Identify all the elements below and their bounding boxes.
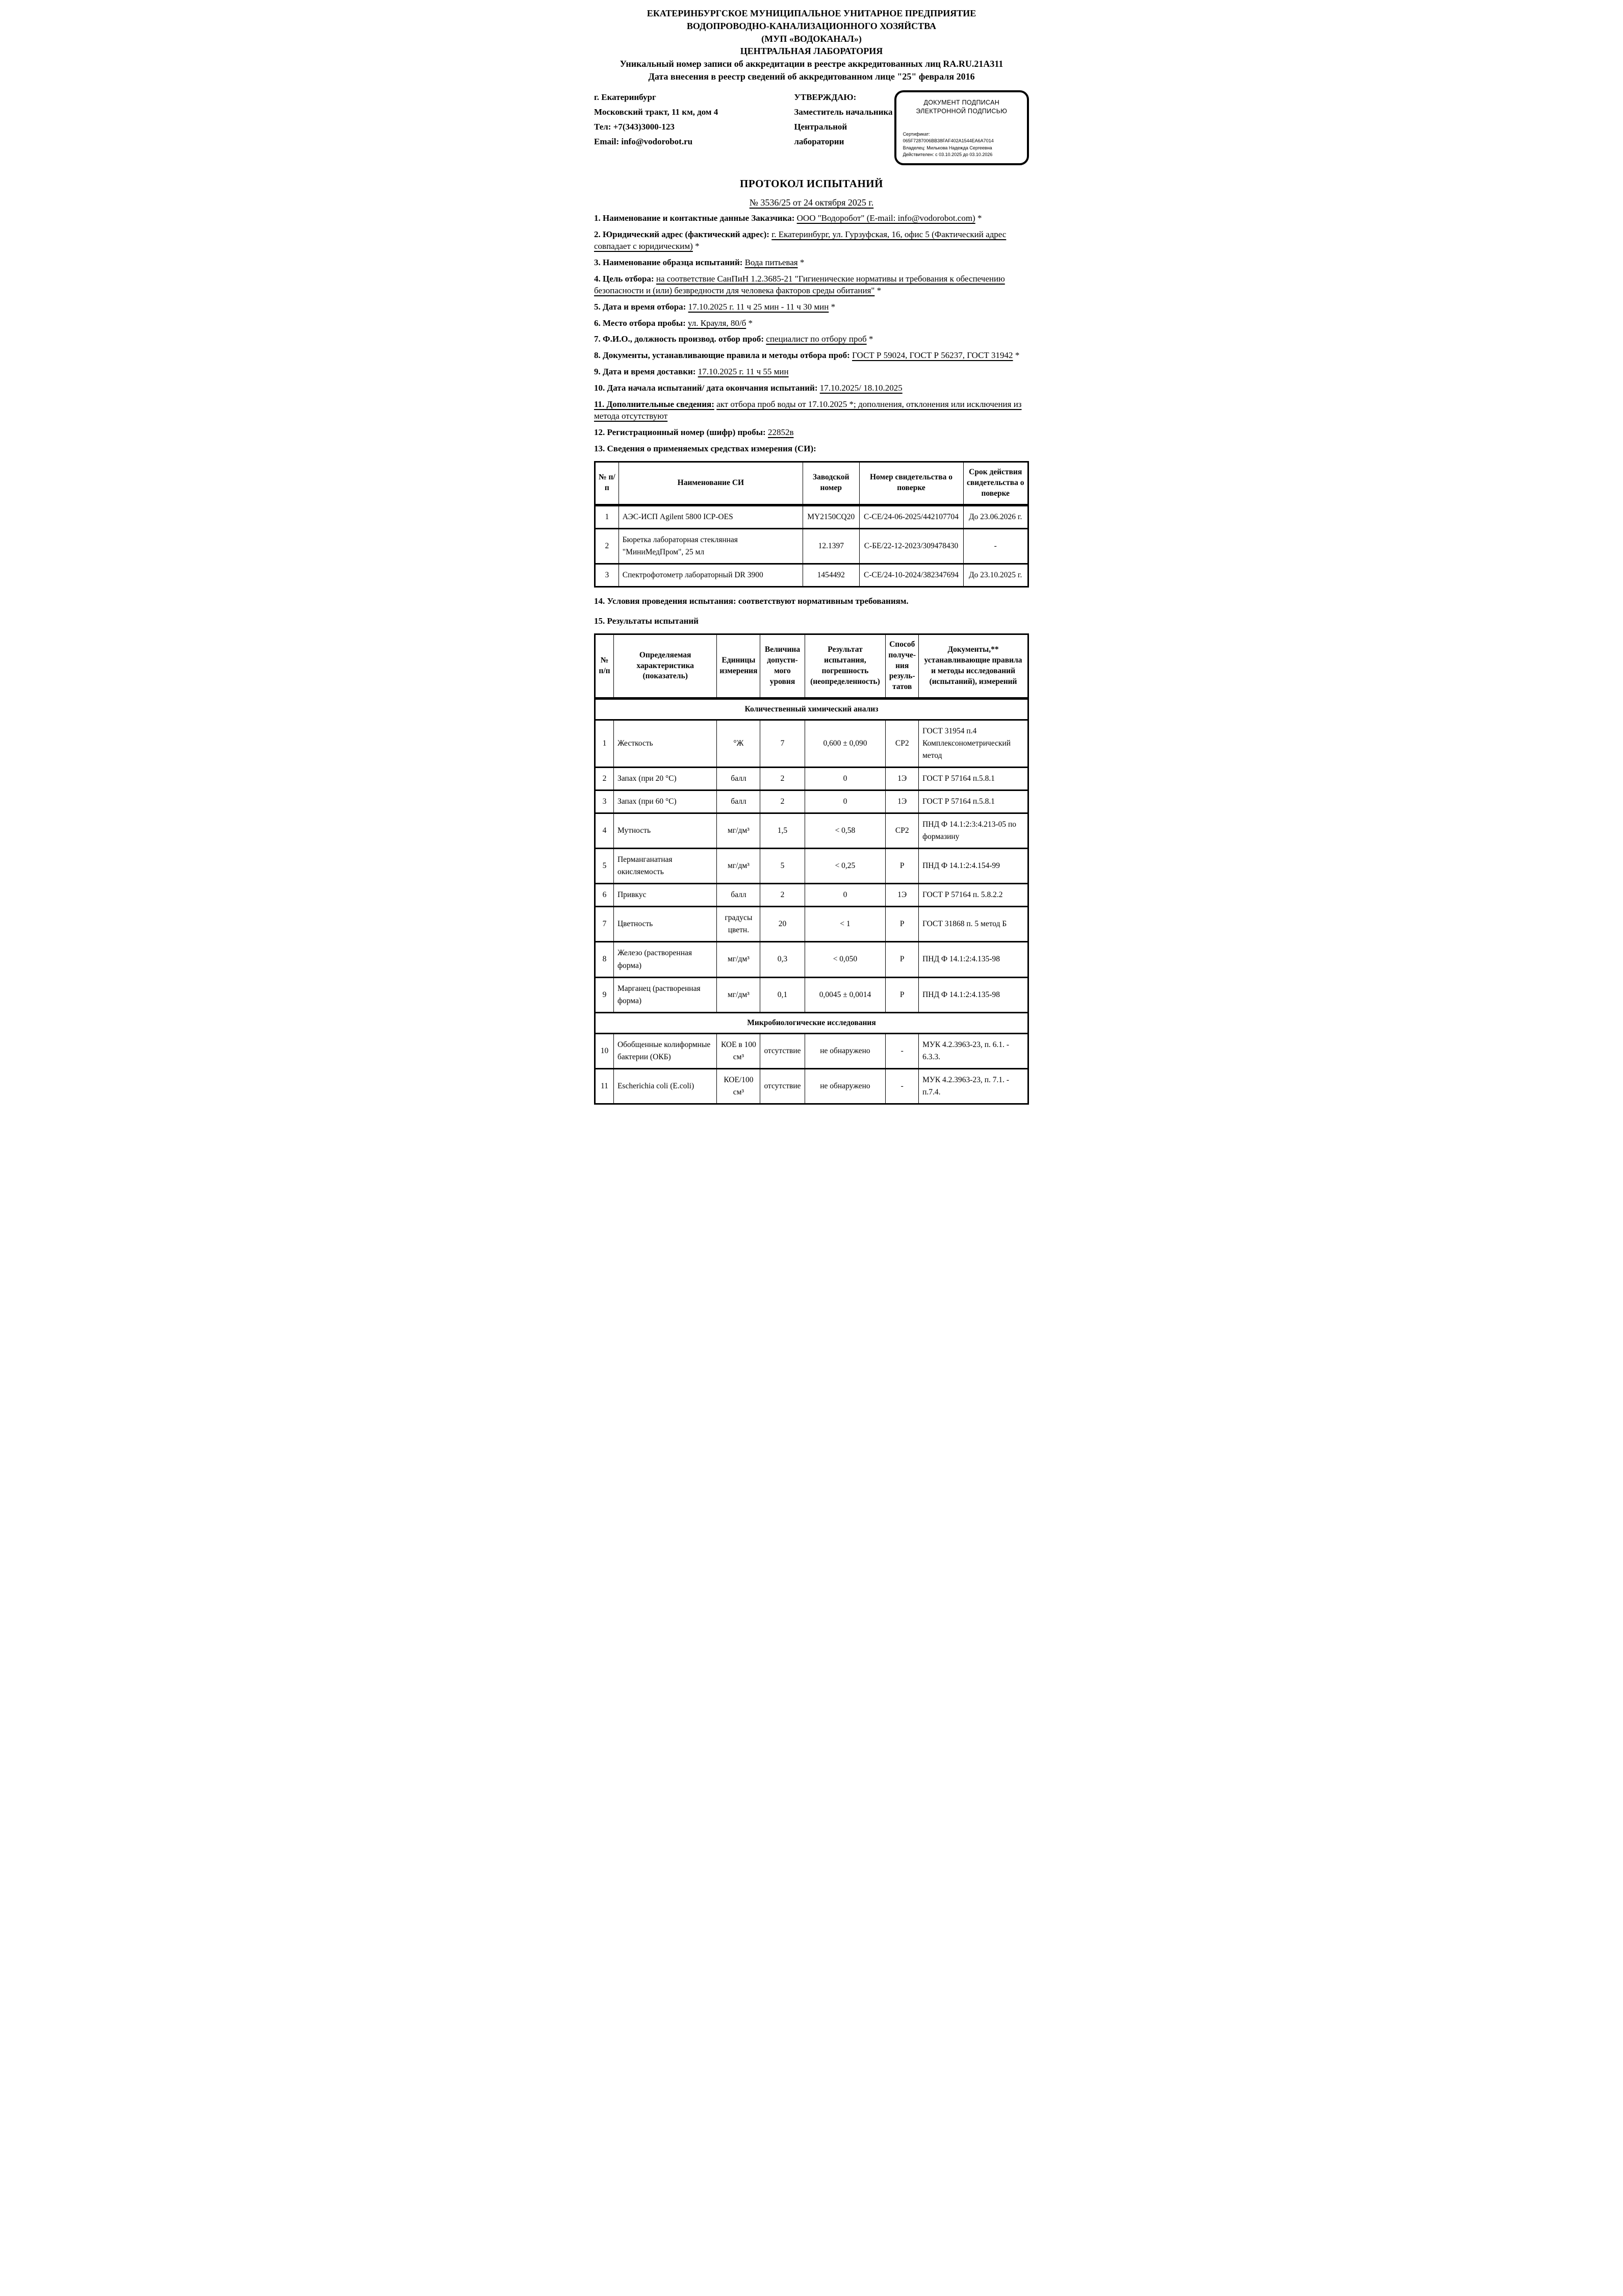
- si-header-row: [595, 462, 1028, 505]
- results-table-row: [595, 907, 1028, 942]
- stamp-wrap: [894, 90, 1029, 165]
- result-cell-num: 11: [595, 1068, 614, 1104]
- si-table: [594, 461, 1029, 588]
- result-cell-num: 5: [595, 849, 614, 884]
- results-table-row: [595, 720, 1028, 768]
- protocol-title: ПРОТОКОЛ ИСПЫТАНИЙ: [740, 177, 883, 190]
- si-cell: -: [963, 528, 1028, 564]
- item-8-star: *: [1013, 350, 1020, 361]
- item-12: [594, 427, 1029, 439]
- results-table-row: [595, 790, 1028, 813]
- lab-address: Московский тракт, 11 км, дом 4: [594, 107, 718, 117]
- result-cell-docs: ГОСТ 31868 п. 5 метод Б: [919, 907, 1028, 942]
- item-3-value: Вода питьевая: [744, 257, 798, 267]
- result-cell-unit: балл: [717, 884, 760, 907]
- results-table-row: [595, 942, 1028, 977]
- org-header: [594, 7, 1029, 83]
- item-1-value: ООО "Водоробот" (E-mail: info@vodorobot.com): [796, 213, 975, 223]
- result-cell-method: Р: [886, 942, 919, 977]
- result-cell-num: 8: [595, 942, 614, 977]
- results-col-docs: Документы,** устанавливающие правила и методы исследований (испытаний), измерений: [919, 634, 1028, 699]
- si-col-num: № п/п: [595, 462, 619, 505]
- results-table-head: [595, 634, 1028, 699]
- results-header-row: [595, 634, 1028, 699]
- results-col-result: Результат испытания, погрешность (неопределенность): [805, 634, 886, 699]
- org-name-line3: (МУП «ВОДОКАНАЛ»): [761, 33, 862, 44]
- item-2-star: *: [692, 241, 700, 251]
- result-cell-name: Марганец (растворенная форма): [613, 977, 716, 1012]
- result-cell-method: 1Э: [886, 790, 919, 813]
- result-cell-unit: мг/дм³: [717, 849, 760, 884]
- si-cell: До 23.06.2026 г.: [963, 505, 1028, 528]
- item-13: [594, 443, 1029, 455]
- item-8: [594, 350, 1029, 362]
- register-date-line: Дата внесения в реестр сведений об аккредитованном лице "25" февраля 2016: [648, 71, 975, 82]
- item-14: 14. Условия проведения испытания: соответствуют нормативным требованиям.: [594, 596, 909, 606]
- result-cell-result: 0: [805, 768, 886, 790]
- item-11-label: 11. Дополнительные сведения:: [594, 399, 714, 410]
- item-9: [594, 366, 1029, 378]
- item-9-value: 17.10.2025 г. 11 ч 55 мин: [698, 367, 789, 377]
- result-cell-method: СР2: [886, 720, 919, 768]
- item-12-value: 22852в: [767, 427, 794, 438]
- si-table-body: [595, 505, 1028, 586]
- approval-position-line1: Заместитель начальника: [794, 107, 893, 117]
- si-cell: АЭС-ИСП Agilent 5800 ICP-OES: [619, 505, 803, 528]
- item-3-star: *: [797, 257, 805, 267]
- result-cell-name: Мутность: [613, 813, 716, 849]
- item-15: 15. Результаты испытаний: [594, 616, 699, 626]
- item-11: [594, 399, 1029, 422]
- item-2: [594, 229, 1029, 252]
- si-cell: 2: [595, 528, 619, 564]
- org-name-line1: ЕКАТЕРИНБУРГСКОЕ МУНИЦИПАЛЬНОЕ УНИТАРНОЕ ПРЕДПРИЯТИЕ: [647, 8, 976, 18]
- result-cell-name: Железо (растворенная форма): [613, 942, 716, 977]
- result-cell-limit: 2: [760, 790, 805, 813]
- item-5: [594, 301, 1029, 313]
- si-cell: С-БЕ/22-12-2023/309478430: [859, 528, 963, 564]
- result-cell-unit: балл: [717, 790, 760, 813]
- result-cell-method: СР2: [886, 813, 919, 849]
- result-cell-unit: балл: [717, 768, 760, 790]
- result-cell-num: 1: [595, 720, 614, 768]
- result-cell-unit: мг/дм³: [717, 813, 760, 849]
- results-col-num: № п/п: [595, 634, 614, 699]
- item-1-star: *: [975, 213, 982, 223]
- si-col-name: Наименование СИ: [619, 462, 803, 505]
- result-cell-num: 6: [595, 884, 614, 907]
- item-2-label: 2. Юридический адрес (фактический адрес):: [594, 229, 769, 239]
- item-7-star: *: [866, 334, 873, 344]
- document-page: [541, 0, 1082, 1135]
- result-cell-name: Запах (при 60 °С): [613, 790, 716, 813]
- result-cell-result: 0,600 ± 0,090: [805, 720, 886, 768]
- result-cell-docs: ГОСТ Р 57164 п.5.8.1: [919, 790, 1028, 813]
- result-cell-limit: 1,5: [760, 813, 805, 849]
- item-4-value: на соответствие СанПиН 1.2.3685-21 "Гигиенические нормативы и требования к обеспечению безопасности и (или) безвредности для человека факторов среды обитания": [594, 273, 1005, 295]
- result-cell-docs: ГОСТ Р 57164 п.5.8.1: [919, 768, 1028, 790]
- result-cell-result: не обнаружено: [805, 1068, 886, 1104]
- result-cell-num: 7: [595, 907, 614, 942]
- result-cell-result: < 0,050: [805, 942, 886, 977]
- result-cell-docs: ПНД Ф 14.1:2:4.135-98: [919, 977, 1028, 1012]
- stamp-validity: Действителен: с 03.10.2025 до 03.10.2026: [903, 152, 993, 158]
- results-table: [594, 633, 1029, 1105]
- item-6-star: *: [746, 318, 753, 328]
- si-cell: 1: [595, 505, 619, 528]
- section-title: Микробиологические исследования: [595, 1012, 1028, 1033]
- si-col-validity: Срок действия свидетельства о поверке: [963, 462, 1028, 505]
- si-cell: Спектрофотометр лабораторный DR 3900: [619, 564, 803, 586]
- approval-title: УТВЕРЖДАЮ:: [794, 92, 857, 102]
- stamp-title-line2: ЭЛЕКТРОННОЙ ПОДПИСЬЮ: [916, 108, 1008, 115]
- approval-position-line2: Центральной лаборатории: [794, 121, 847, 146]
- si-table-row: [595, 564, 1028, 586]
- result-cell-name: Escherichia coli (E.coli): [613, 1068, 716, 1104]
- result-cell-num: 10: [595, 1033, 614, 1068]
- item-7-label: 7. Ф.И.О., должность производ. отбор проб:: [594, 334, 764, 344]
- lab-city: г. Екатеринбург: [594, 92, 656, 102]
- result-cell-limit: 0,1: [760, 977, 805, 1012]
- si-table-head: [595, 462, 1028, 505]
- item-13-label: 13. Сведения о применяемых средствах измерения (СИ):: [594, 444, 816, 454]
- result-cell-unit: градусы цветн.: [717, 907, 760, 942]
- item-12-label: 12. Регистрационный номер (шифр) пробы:: [594, 427, 766, 438]
- lab-phone: Тел: +7(343)3000-123: [594, 121, 675, 132]
- results-table-row: [595, 977, 1028, 1012]
- result-cell-limit: отсутствие: [760, 1033, 805, 1068]
- results-col-method: Способ получе- ния резуль- татов: [886, 634, 919, 699]
- item-7-value: специалист по отбору проб: [766, 334, 867, 344]
- result-cell-docs: ПНД Ф 14.1:2:4.135-98: [919, 942, 1028, 977]
- result-cell-result: < 0,58: [805, 813, 886, 849]
- lab-contacts: [594, 90, 794, 149]
- si-table-row: [595, 528, 1028, 564]
- results-table-row: [595, 884, 1028, 907]
- item-8-label: 8. Документы, устанавливающие правила и методы отбора проб:: [594, 350, 850, 361]
- si-cell: 12.1397: [803, 528, 860, 564]
- results-col-units: Единицы измерения: [717, 634, 760, 699]
- stamp-owner: Владелец: Милькова Надежда Сергеевна: [903, 145, 992, 150]
- item-8-value: ГОСТ Р 59024, ГОСТ Р 56237, ГОСТ 31942: [852, 350, 1013, 361]
- si-col-serial: Заводской номер: [803, 462, 860, 505]
- item-5-label: 5. Дата и время отбора:: [594, 301, 686, 312]
- stamp-title-line1: ДОКУМЕНТ ПОДПИСАН: [923, 98, 1000, 106]
- result-cell-result: не обнаружено: [805, 1033, 886, 1068]
- result-cell-method: 1Э: [886, 768, 919, 790]
- result-cell-result: < 0,25: [805, 849, 886, 884]
- item-6: [594, 318, 1029, 329]
- item-1: [594, 213, 1029, 224]
- protocol-number-text: № 3536/25 от 24 октября 2025 г.: [749, 197, 874, 208]
- item-7: [594, 334, 1029, 345]
- protocol-number: [594, 197, 1029, 208]
- results-col-limit: Величина допусти- мого уровня: [760, 634, 805, 699]
- result-cell-method: 1Э: [886, 884, 919, 907]
- result-cell-unit: °Ж: [717, 720, 760, 768]
- result-cell-name: Обобщенные колиформные бактерии (ОКБ): [613, 1033, 716, 1068]
- item-3: [594, 257, 1029, 269]
- si-col-certificate: Номер свидетельства о поверке: [859, 462, 963, 505]
- result-cell-method: Р: [886, 907, 919, 942]
- stamp-title: [903, 98, 1020, 116]
- result-cell-name: Запах (при 20 °С): [613, 768, 716, 790]
- item-6-label: 6. Место отбора пробы:: [594, 318, 686, 328]
- item-10-label: 10. Дата начала испытаний/ дата окончания испытаний:: [594, 383, 818, 393]
- results-table-body: [595, 699, 1028, 1104]
- results-table-row: [595, 768, 1028, 790]
- top-columns: [594, 90, 1029, 165]
- result-cell-name: Жесткость: [613, 720, 716, 768]
- result-cell-num: 2: [595, 768, 614, 790]
- electronic-signature-stamp: [894, 90, 1029, 165]
- result-cell-docs: ПНД Ф 14.1:2:3:4.213-05 по формазину: [919, 813, 1028, 849]
- item-11-value: акт отбора проб воды от 17.10.2025 *; дополнения, отклонения или исключения из метода отсутствуют: [594, 399, 1022, 421]
- results-table-row: [595, 1033, 1028, 1068]
- result-cell-result: 0: [805, 790, 886, 813]
- si-cell: До 23.10.2025 г.: [963, 564, 1028, 586]
- result-cell-limit: 7: [760, 720, 805, 768]
- item-9-label: 9. Дата и время доставки:: [594, 367, 696, 377]
- result-cell-num: 4: [595, 813, 614, 849]
- result-cell-name: Цветность: [613, 907, 716, 942]
- item-3-label: 3. Наименование образца испытаний:: [594, 257, 743, 267]
- result-cell-limit: 2: [760, 768, 805, 790]
- result-cell-unit: мг/дм³: [717, 942, 760, 977]
- si-cell: Бюретка лабораторная стеклянная "МиниМедПром", 25 мл: [619, 528, 803, 564]
- stamp-details: [903, 131, 1020, 159]
- result-cell-result: < 1: [805, 907, 886, 942]
- result-cell-name: Привкус: [613, 884, 716, 907]
- result-cell-limit: 5: [760, 849, 805, 884]
- items-list: [594, 213, 1029, 455]
- item-10: [594, 382, 1029, 394]
- result-cell-method: Р: [886, 849, 919, 884]
- result-cell-limit: 20: [760, 907, 805, 942]
- si-cell: С-СЕ/24-10-2024/382347694: [859, 564, 963, 586]
- si-cell: С-СЕ/24-06-2025/442107704: [859, 505, 963, 528]
- result-cell-docs: ПНД Ф 14.1:2:4.154-99: [919, 849, 1028, 884]
- item-4-label: 4. Цель отбора:: [594, 273, 654, 284]
- result-cell-limit: 2: [760, 884, 805, 907]
- results-section-row: [595, 699, 1028, 720]
- stamp-certificate: Сертификат: 065F7287006BB38FAF402A1544EA6A7014: [903, 131, 994, 144]
- result-cell-unit: мг/дм³: [717, 977, 760, 1012]
- approval-block: [794, 90, 894, 149]
- item-2-value: г. Екатеринбург, ул. Гурзуфская, 16, офис 5 (Фактический адрес совпадает с юридическим): [594, 229, 1007, 251]
- result-cell-result: 0,0045 ± 0,0014: [805, 977, 886, 1012]
- result-cell-unit: КОЕ/100 см³: [717, 1068, 760, 1104]
- result-cell-result: 0: [805, 884, 886, 907]
- result-cell-docs: МУК 4.2.3963-23, п. 7.1. - п.7.4.: [919, 1068, 1028, 1104]
- results-col-characteristic: Определяемая характеристика (показатель): [613, 634, 716, 699]
- si-table-row: [595, 505, 1028, 528]
- results-table-row: [595, 849, 1028, 884]
- result-cell-limit: отсутствие: [760, 1068, 805, 1104]
- results-table-row: [595, 813, 1028, 849]
- result-cell-limit: 0,3: [760, 942, 805, 977]
- results-section-row: [595, 1012, 1028, 1033]
- lab-email: Email: info@vodorobot.ru: [594, 136, 693, 146]
- item-1-label: 1. Наименование и контактные данные Заказчика:: [594, 213, 795, 223]
- result-cell-unit: КОЕ в 100 см³: [717, 1033, 760, 1068]
- result-cell-docs: ГОСТ Р 57164 п. 5.8.2.2: [919, 884, 1028, 907]
- si-cell: 1454492: [803, 564, 860, 586]
- item-6-value: ул. Крауля, 80/б: [688, 318, 746, 328]
- result-cell-method: Р: [886, 977, 919, 1012]
- org-name-line4: ЦЕНТРАЛЬНАЯ ЛАБОРАТОРИЯ: [740, 46, 883, 57]
- results-table-row: [595, 1068, 1028, 1104]
- result-cell-method: -: [886, 1068, 919, 1104]
- result-cell-num: 3: [595, 790, 614, 813]
- accreditation-line: Уникальный номер записи об аккредитации в реестре аккредитованных лиц RA.RU.21А311: [620, 59, 1003, 69]
- item-4: [594, 273, 1029, 297]
- result-cell-name: Перманганатная окисляемость: [613, 849, 716, 884]
- item-4-star: *: [874, 285, 882, 295]
- result-cell-method: -: [886, 1033, 919, 1068]
- section-title: Количественный химический анализ: [595, 699, 1028, 720]
- item-5-value: 17.10.2025 г. 11 ч 25 мин - 11 ч 30 мин: [688, 301, 829, 312]
- item-5-star: *: [829, 301, 836, 312]
- si-cell: MY2150CQ20: [803, 505, 860, 528]
- result-cell-num: 9: [595, 977, 614, 1012]
- item-10-value: 17.10.2025/ 18.10.2025: [819, 383, 903, 393]
- result-cell-docs: МУК 4.2.3963-23, п. 6.1. - 6.3.3.: [919, 1033, 1028, 1068]
- org-name-line2: ВОДОПРОВОДНО-КАНАЛИЗАЦИОННОГО ХОЗЯЙСТВА: [686, 20, 937, 31]
- si-cell: 3: [595, 564, 619, 586]
- result-cell-docs: ГОСТ 31954 п.4 Комплексонометрический метод: [919, 720, 1028, 768]
